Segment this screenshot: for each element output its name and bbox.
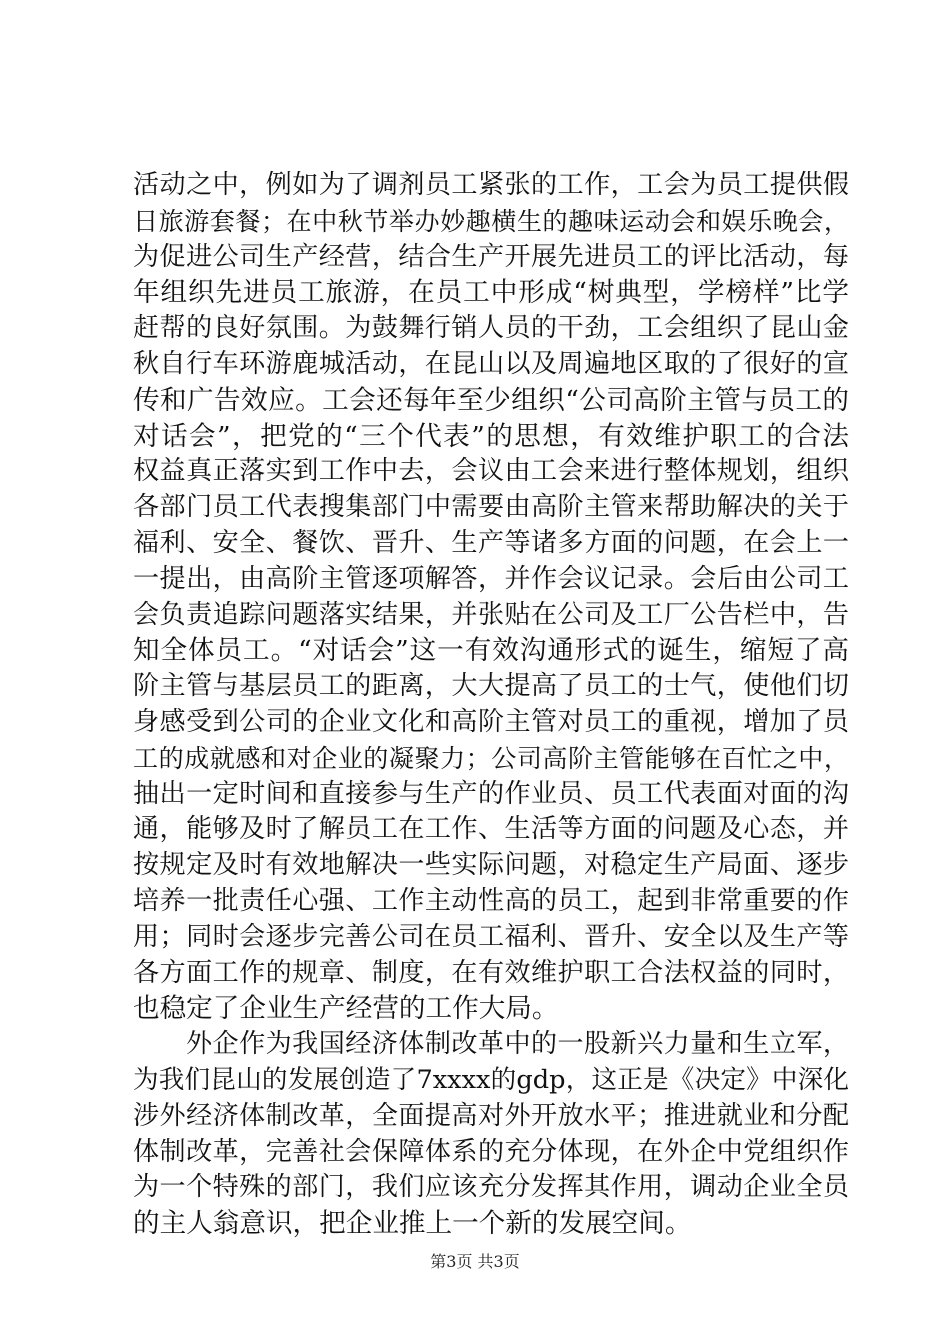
text-line: 各部门员工代表搜集部门中需要由高阶主管来帮助解决的关于 [133, 492, 849, 523]
text-line: 年组织先进员工旅游，在员工中形成“树典型，学榜样”比学 [133, 277, 849, 309]
text-line: 为一个特殊的部门，我们应该充分发挥其作用，调动企业全员 [133, 1172, 849, 1203]
text-line: 会负责追踪问题落实结果，并张贴在公司及工厂公告栏中，告 [133, 599, 849, 630]
text-line: 按规定及时有效地解决一些实际问题，对稳定生产局面、逐步 [133, 850, 849, 881]
text-line: 也稳定了企业生产经营的工作大局。 [133, 993, 559, 1025]
text-line: 日旅游套餐；在中秋节举办妙趣横生的趣味运动会和娱乐晚会， [133, 206, 849, 236]
text-line: 身感受到公司的企业文化和高阶主管对员工的重视，增加了员 [133, 706, 849, 737]
text-line: 秋自行车环游鹿城活动，在昆山以及周遍地区取的了很好的宣 [133, 348, 849, 379]
text-line: 外企作为我国经济体制改革中的一股新兴力量和生立军， [186, 1029, 849, 1060]
text-line: 传和广告效应。工会还每年至少组织“公司高阶主管与员工的 [133, 384, 849, 416]
text-line: 知全体员工。“对话会”这一有效沟通形式的诞生，缩短了高 [133, 635, 849, 667]
body-text [133, 168, 849, 1242]
text-line: 一提出，由高阶主管逐项解答，并作会议记录。会后由公司工 [133, 563, 849, 594]
text-line: 涉外经济体制改革，全面提高对外开放水平；推进就业和分配 [133, 1100, 849, 1131]
text-line: 各方面工作的规章、制度，在有效维护职工合法权益的同时， [133, 957, 849, 988]
text-line: 用；同时会逐步完善公司在员工福利、晋升、安全以及生产等 [133, 921, 849, 952]
text-line: 抽出一定时间和直接参与生产的作业员、员工代表面对面的沟 [133, 778, 849, 809]
text-line: 福利、安全、餐饮、晋升、生产等诸多方面的问题，在会上一 [133, 527, 849, 558]
text-line: 权益真正落实到工作中去，会议由工会来进行整体规划，组织 [133, 456, 849, 487]
text-line: 阶主管与基层员工的距离，大大提高了员工的士气，使他们切 [133, 671, 849, 702]
text-line: 培养一批责任心强、工作主动性高的员工，起到非常重要的作 [133, 885, 849, 916]
text-line: 工的成就感和对企业的凝聚力；公司高阶主管能够在百忙之中， [133, 743, 849, 773]
text-line: 活动之中，例如为了调剂员工紧张的工作，工会为员工提供假 [133, 170, 849, 200]
text-line: 为促进公司生产经营，结合生产开展先进员工的评比活动，每 [133, 241, 849, 272]
text-line: 赶帮的良好氛围。为鼓舞行销人员的干劲，工会组织了昆山金 [133, 313, 849, 344]
text-line: 对话会”，把党的“三个代表”的思想，有效维护职工的合法 [133, 420, 849, 452]
text-line: 的主人翁意识，把企业推上一个新的发展空间。 [133, 1208, 692, 1240]
page-footer [0, 1252, 950, 1272]
text-line: 体制改革，完善社会保障体系的充分体现，在外企中党组织作 [133, 1136, 849, 1167]
page-number-label: 第3页 共3页 [430, 1252, 520, 1271]
text-line: 为我们昆山的发展创造了7xxxx的gdp，这正是《决定》中深化 [133, 1064, 849, 1095]
text-line: 通，能够及时了解员工在工作、生活等方面的问题及心态，并 [133, 814, 849, 845]
